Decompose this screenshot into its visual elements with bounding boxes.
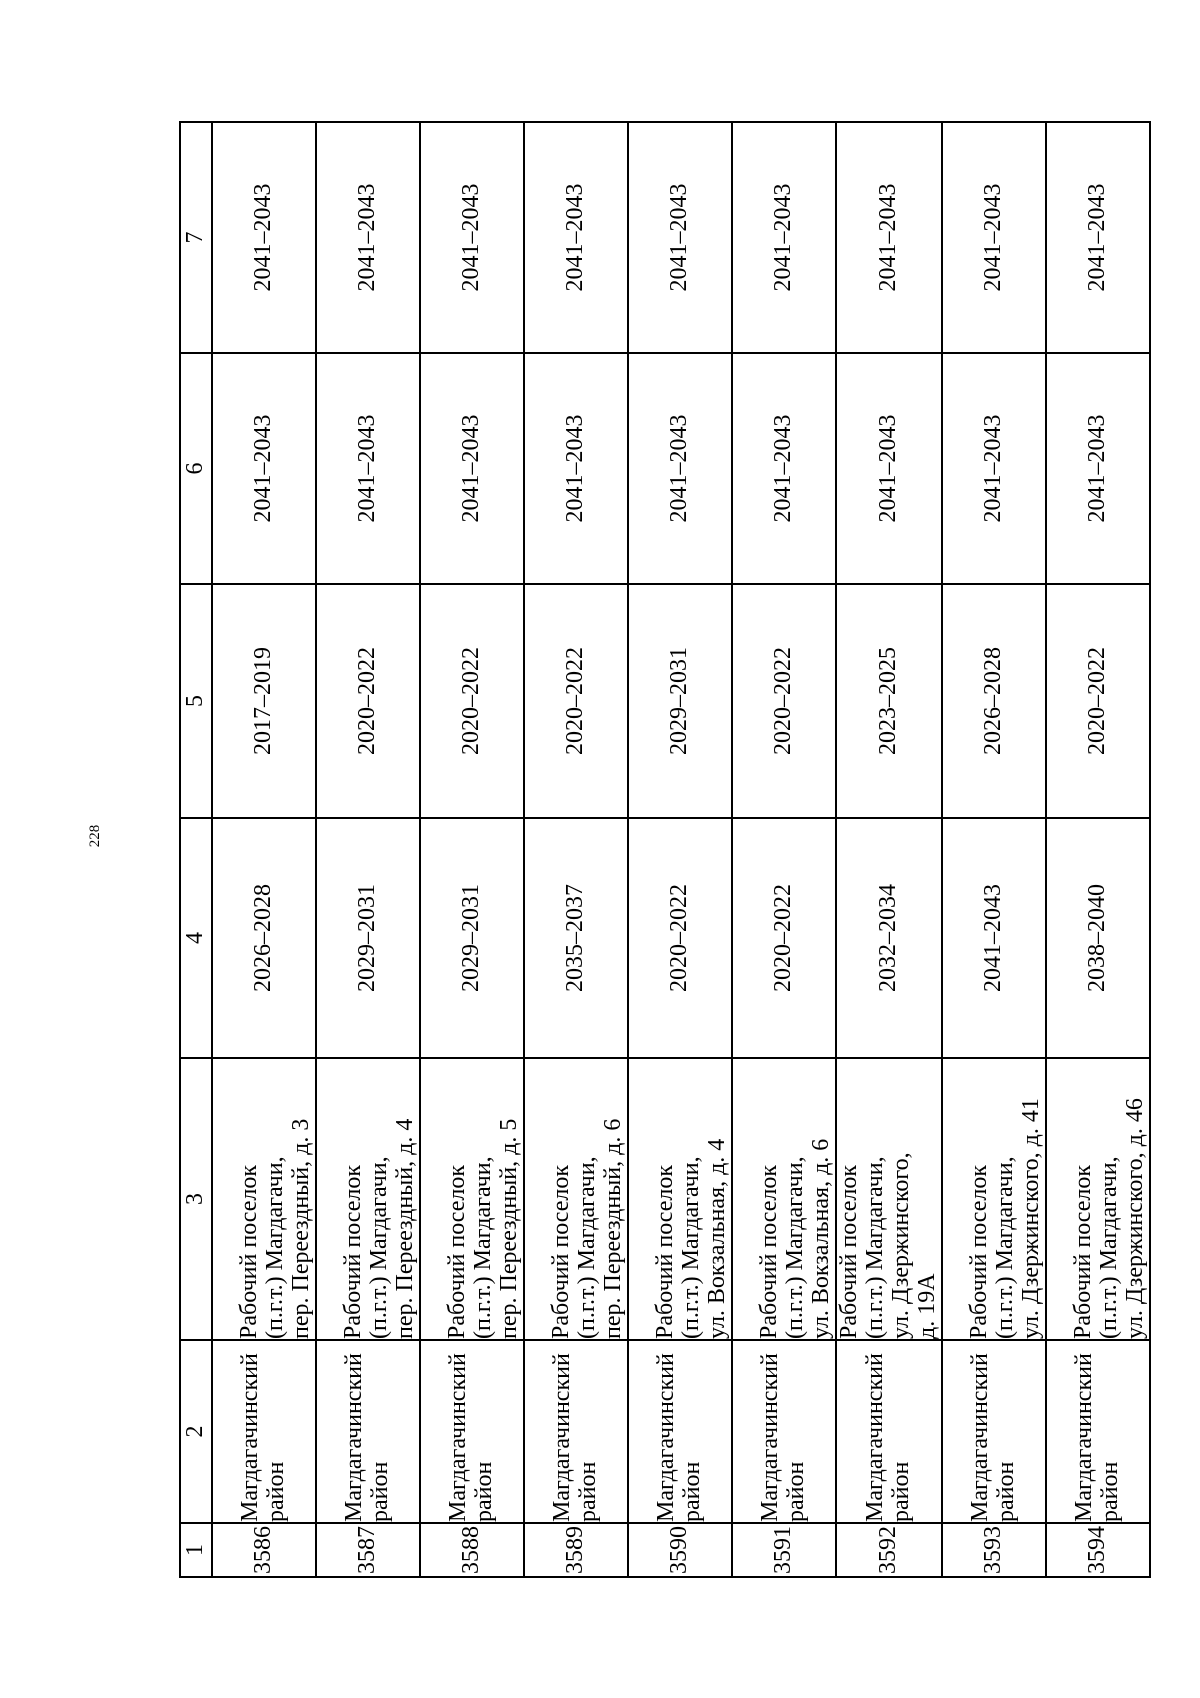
- district-cell-line: Магдагачинский: [861, 1353, 888, 1522]
- period-cell-7: 2041–2043: [420, 122, 524, 353]
- district-cell: [1046, 1340, 1150, 1523]
- address-cell: [316, 1058, 420, 1340]
- district-cell-line: Магдагачинский: [341, 1353, 368, 1522]
- header-cell: 5: [180, 584, 212, 818]
- period-cell-7: 2041–2043: [524, 122, 628, 353]
- address-cell-line: ул. Вокзальная, д. 6: [808, 1138, 835, 1339]
- address-cell: [212, 1058, 316, 1340]
- header-cell: 4: [180, 818, 212, 1058]
- period-cell-5: 2026–2028: [942, 584, 1046, 818]
- period-cell-5: 2020–2022: [420, 584, 524, 818]
- district-cell-line: район: [1096, 1461, 1123, 1522]
- period-cell-7: 2041–2043: [732, 122, 836, 353]
- period-cell-6: 2041–2043: [212, 353, 316, 584]
- district-cell-line: Магдагачинский: [549, 1353, 576, 1522]
- header-cell: 3: [180, 1058, 212, 1340]
- district-cell-line: Магдагачинский: [653, 1353, 680, 1522]
- table-row: [628, 122, 732, 1577]
- row-number-cell: 3591: [732, 1523, 836, 1577]
- district-cell-line: Магдагачинский: [757, 1353, 784, 1522]
- district-cell: [212, 1340, 316, 1523]
- address-cell-line: Рабочий поселок: [836, 1164, 862, 1339]
- period-cell-4: 2038–2040: [1046, 818, 1150, 1058]
- district-cell-line: район: [992, 1461, 1019, 1522]
- district-cell-line: Магдагачинский: [966, 1353, 993, 1522]
- address-cell: [732, 1058, 836, 1340]
- address-cell-line: пер. Переездный, д. 4: [392, 1118, 419, 1339]
- address-cell-line: д. 19А: [913, 1273, 940, 1339]
- period-cell-5: 2020–2022: [1046, 584, 1150, 818]
- district-cell-line: район: [783, 1461, 809, 1522]
- address-cell: [1046, 1058, 1150, 1340]
- address-cell-line: Рабочий поселок: [444, 1164, 471, 1339]
- table-row: [836, 122, 942, 1577]
- district-cell-line: район: [575, 1461, 601, 1522]
- row-number-cell: 3594: [1046, 1523, 1150, 1577]
- header-cell: 6: [180, 353, 212, 584]
- period-cell-7: 2041–2043: [1046, 122, 1150, 353]
- address-cell-line: ул. Вокзальная, д. 4: [704, 1138, 731, 1339]
- period-cell-4: 2029–2031: [316, 818, 420, 1058]
- address-cell-line: Рабочий поселок: [652, 1164, 679, 1339]
- period-cell-6: 2041–2043: [628, 353, 732, 584]
- district-cell: [628, 1340, 732, 1523]
- district-cell: [942, 1340, 1046, 1523]
- period-cell-4: 2041–2043: [942, 818, 1046, 1058]
- address-cell-line: Рабочий поселок: [236, 1164, 263, 1339]
- row-number-cell: 3593: [942, 1523, 1046, 1577]
- period-cell-7: 2041–2043: [316, 122, 420, 353]
- district-cell-line: район: [679, 1461, 705, 1522]
- address-cell-line: (п.г.т.) Магдагачи,: [678, 1156, 705, 1339]
- district-cell: [316, 1340, 420, 1523]
- address-cell-line: Рабочий поселок: [1069, 1164, 1096, 1339]
- address-cell: [524, 1058, 628, 1340]
- table-row: [420, 122, 524, 1577]
- district-cell-line: район: [263, 1461, 289, 1522]
- district-cell-line: район: [887, 1461, 914, 1522]
- rotated-table-wrapper: [179, 123, 1148, 1578]
- row-number-cell: 3586: [212, 1523, 316, 1577]
- period-cell-5: 2023–2025: [836, 584, 942, 818]
- address-cell-line: ул. Дзержинского, д. 46: [1121, 1098, 1148, 1339]
- header-cell: 7: [180, 122, 212, 353]
- period-cell-6: 2041–2043: [942, 353, 1046, 584]
- address-cell-line: Рабочий поселок: [548, 1164, 575, 1339]
- header-cell: 1: [180, 1523, 212, 1577]
- schedule-table: [179, 121, 1151, 1578]
- address-cell: [942, 1058, 1046, 1340]
- address-cell-line: (п.г.т.) Магдагачи,: [574, 1156, 601, 1339]
- address-cell-line: пер. Переездный, д. 6: [600, 1118, 627, 1339]
- table-row: [942, 122, 1046, 1577]
- period-cell-4: 2020–2022: [628, 818, 732, 1058]
- table-row: [732, 122, 836, 1577]
- address-cell-line: (п.г.т.) Магдагачи,: [366, 1156, 393, 1339]
- district-cell-line: район: [367, 1461, 393, 1522]
- address-cell-line: (п.г.т.) Магдагачи,: [861, 1156, 888, 1339]
- period-cell-5: 2020–2022: [316, 584, 420, 818]
- table-row: [212, 122, 316, 1577]
- period-cell-7: 2041–2043: [212, 122, 316, 353]
- district-cell-line: район: [471, 1461, 497, 1522]
- table-body: [212, 122, 1150, 1577]
- address-cell-line: (п.г.т.) Магдагачи,: [1095, 1156, 1122, 1339]
- period-cell-6: 2041–2043: [1046, 353, 1150, 584]
- address-cell-line: пер. Переездный, д. 3: [288, 1118, 315, 1339]
- period-cell-4: 2026–2028: [212, 818, 316, 1058]
- row-number-cell: 3590: [628, 1523, 732, 1577]
- period-cell-4: 2029–2031: [420, 818, 524, 1058]
- address-cell-line: ул. Дзержинского, д. 41: [1017, 1098, 1044, 1339]
- table-row: [1046, 122, 1150, 1577]
- address-cell-line: (п.г.т.) Магдагачи,: [262, 1156, 289, 1339]
- period-cell-4: 2035–2037: [524, 818, 628, 1058]
- address-cell-line: (п.г.т.) Магдагачи,: [782, 1156, 809, 1339]
- row-number-cell: 3589: [524, 1523, 628, 1577]
- address-cell-line: (п.г.т.) Магдагачи,: [470, 1156, 497, 1339]
- district-cell: [836, 1340, 942, 1523]
- row-number-cell: 3587: [316, 1523, 420, 1577]
- period-cell-5: 2020–2022: [524, 584, 628, 818]
- row-number-cell: 3588: [420, 1523, 524, 1577]
- table-row: [524, 122, 628, 1577]
- address-cell: [420, 1058, 524, 1340]
- page-number: 228: [87, 824, 103, 848]
- period-cell-7: 2041–2043: [628, 122, 732, 353]
- period-cell-4: 2020–2022: [732, 818, 836, 1058]
- address-cell-line: ул. Дзержинского,: [887, 1152, 914, 1339]
- period-cell-6: 2041–2043: [420, 353, 524, 584]
- district-cell-line: Магдагачинский: [237, 1353, 264, 1522]
- row-number-cell: 3592: [836, 1523, 942, 1577]
- address-cell: [836, 1058, 942, 1340]
- district-cell: [524, 1340, 628, 1523]
- address-cell-line: Рабочий поселок: [340, 1164, 367, 1339]
- address-cell-line: пер. Переездный, д. 5: [496, 1118, 523, 1339]
- period-cell-6: 2041–2043: [316, 353, 420, 584]
- period-cell-5: 2029–2031: [628, 584, 732, 818]
- district-cell: [732, 1340, 836, 1523]
- address-cell: [628, 1058, 732, 1340]
- table-row: [316, 122, 420, 1577]
- period-cell-4: 2032–2034: [836, 818, 942, 1058]
- period-cell-5: 2017–2019: [212, 584, 316, 818]
- address-cell-line: Рабочий поселок: [756, 1164, 783, 1339]
- period-cell-6: 2041–2043: [836, 353, 942, 584]
- period-cell-6: 2041–2043: [524, 353, 628, 584]
- period-cell-5: 2020–2022: [732, 584, 836, 818]
- period-cell-6: 2041–2043: [732, 353, 836, 584]
- header-cell: 2: [180, 1340, 212, 1523]
- header-row: [180, 122, 212, 1577]
- district-cell-line: Магдагачинский: [1070, 1353, 1097, 1522]
- table-header: [180, 122, 212, 1577]
- address-cell-line: (п.г.т.) Магдагачи,: [991, 1156, 1018, 1339]
- district-cell: [420, 1340, 524, 1523]
- district-cell-line: Магдагачинский: [445, 1353, 472, 1522]
- period-cell-7: 2041–2043: [836, 122, 942, 353]
- period-cell-7: 2041–2043: [942, 122, 1046, 353]
- address-cell-line: Рабочий поселок: [965, 1164, 992, 1339]
